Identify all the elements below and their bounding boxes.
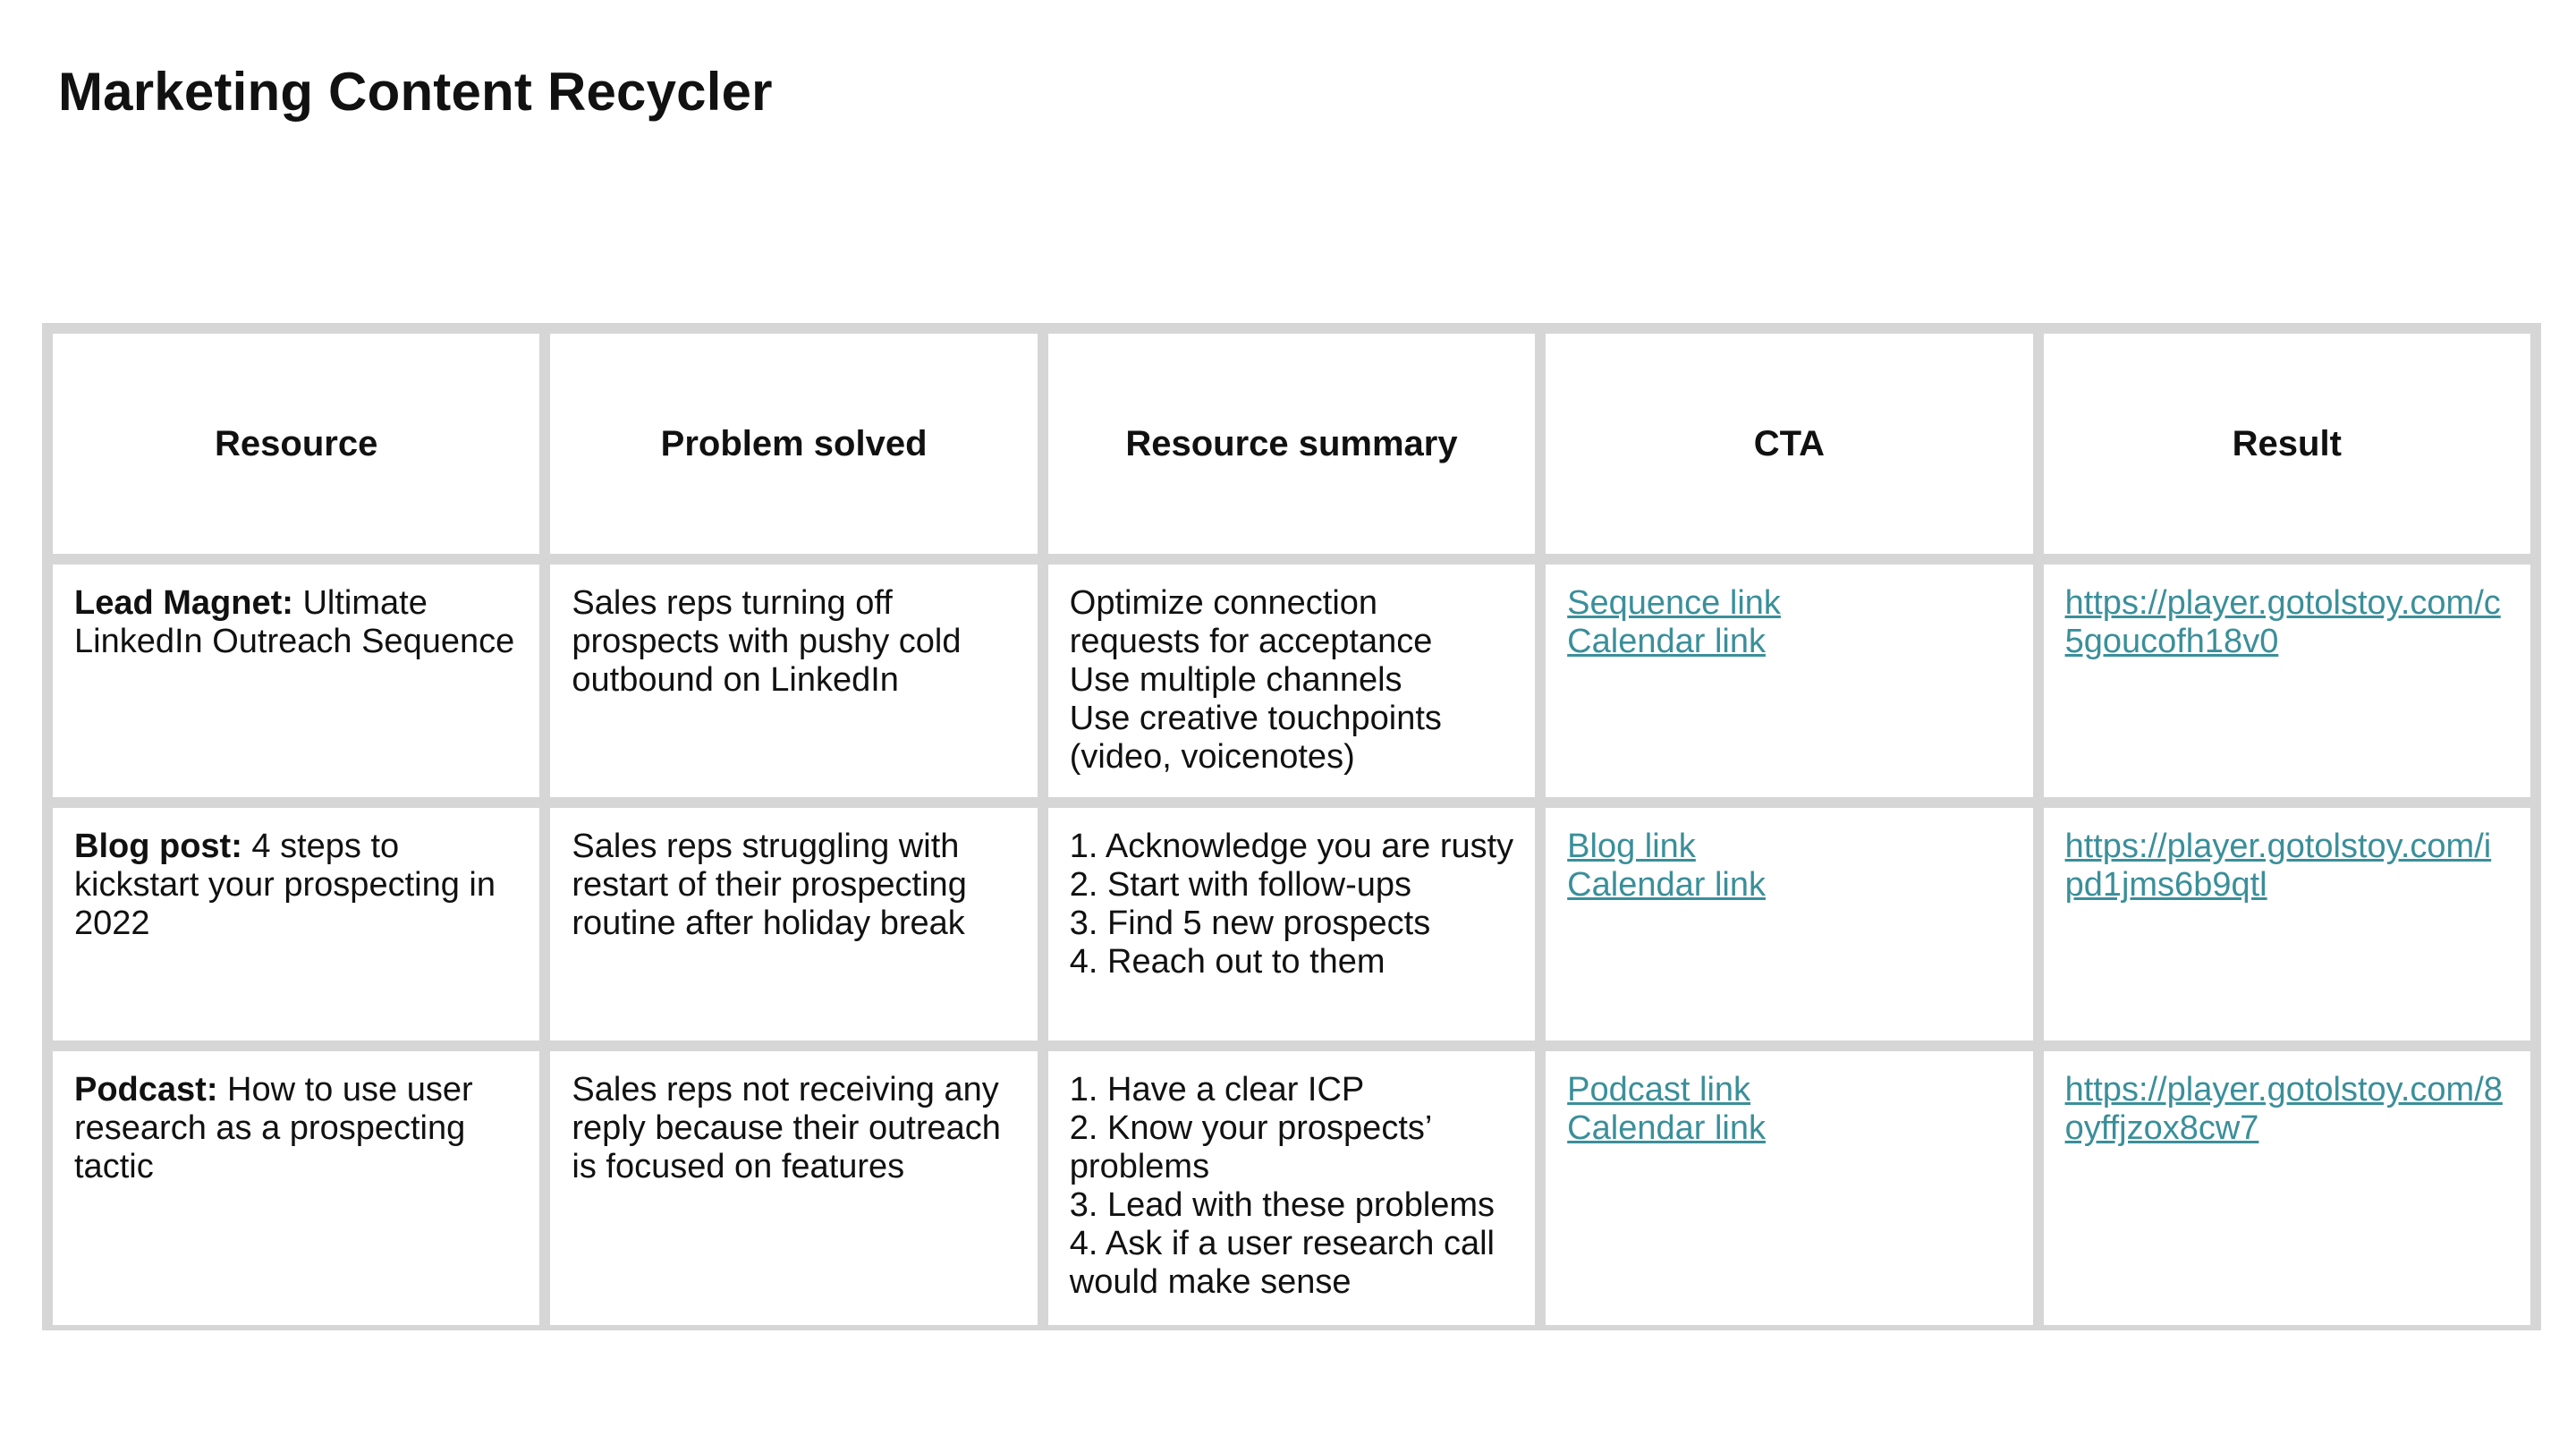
- summary-line: Optimize connection requests for acceptance: [1069, 584, 1433, 660]
- result-cell: [2044, 565, 2530, 797]
- page-title: Marketing Content Recycler: [58, 62, 773, 122]
- resource-name: Ultimate LinkedIn Outreach Sequence: [74, 584, 515, 660]
- result-video-link[interactable]: https://player.gotolstoy.com/8oyffjzox8cw7: [2064, 1071, 2503, 1147]
- summary-line: 3. Lead with these problems: [1069, 1186, 1496, 1224]
- content-table: [42, 323, 2541, 1330]
- summary-cell: [1048, 1051, 1535, 1325]
- resource-cell: [53, 565, 539, 797]
- summary-line: 2. Start with follow-ups: [1069, 866, 1412, 904]
- summary-line: Use creative touchpoints (video, voicenotes): [1069, 700, 1442, 776]
- summary-line: 1. Acknowledge you are rusty: [1069, 828, 1514, 865]
- summary-cell: [1048, 808, 1535, 1041]
- resource-name: How to use user research as a prospecting tactic: [74, 1071, 473, 1185]
- summary-line: 4. Ask if a user research call would make sense: [1069, 1225, 1495, 1301]
- problem-cell: [550, 1051, 1037, 1325]
- podcast-link[interactable]: Podcast link: [1567, 1071, 1751, 1108]
- resource-cell: [53, 1051, 539, 1325]
- summary-cell: [1048, 565, 1535, 797]
- problem-text: Sales reps struggling with restart of their prospecting routine after holiday break: [572, 828, 967, 942]
- column-header-resource: Resource: [53, 334, 539, 554]
- table-row: [53, 808, 2530, 1041]
- resource-type: Lead Magnet:: [74, 584, 293, 622]
- column-header-result: Result: [2044, 334, 2530, 554]
- calendar-link[interactable]: Calendar link: [1567, 1109, 1766, 1147]
- resource-type: Blog post:: [74, 828, 242, 865]
- result-cell: [2044, 1051, 2530, 1325]
- column-header-resource-summary: Resource summary: [1048, 334, 1535, 554]
- summary-line: 1. Have a clear ICP: [1069, 1071, 1365, 1108]
- resource-cell: [53, 808, 539, 1041]
- table-row: [53, 1051, 2530, 1325]
- blog-link[interactable]: Blog link: [1567, 828, 1696, 865]
- cta-cell: [1546, 565, 2032, 797]
- problem-text: Sales reps turning off prospects with pushy cold outbound on LinkedIn: [572, 584, 962, 699]
- summary-line: 2. Know your prospects’ problems: [1069, 1109, 1431, 1185]
- column-header-cta: CTA: [1546, 334, 2032, 554]
- calendar-link[interactable]: Calendar link: [1567, 623, 1766, 660]
- problem-cell: [550, 565, 1037, 797]
- cta-cell: [1546, 1051, 2032, 1325]
- table-row: [53, 565, 2530, 797]
- resource-name: 4 steps to kickstart your prospecting in 2022: [74, 828, 496, 942]
- column-header-problem-solved: Problem solved: [550, 334, 1037, 554]
- summary-line: 4. Reach out to them: [1069, 943, 1385, 981]
- calendar-link[interactable]: Calendar link: [1567, 866, 1766, 904]
- summary-line: 3. Find 5 new prospects: [1069, 905, 1431, 942]
- cta-cell: [1546, 808, 2032, 1041]
- table-header-row: [53, 334, 2530, 554]
- problem-text: Sales reps not receiving any reply because their outreach is focused on features: [572, 1071, 1001, 1185]
- result-video-link[interactable]: https://player.gotolstoy.com/c5goucofh18v0: [2064, 584, 2501, 660]
- result-video-link[interactable]: https://player.gotolstoy.com/ipd1jms6b9qtl: [2064, 828, 2492, 904]
- problem-cell: [550, 808, 1037, 1041]
- result-cell: [2044, 808, 2530, 1041]
- summary-line: Use multiple channels: [1069, 661, 1402, 699]
- sequence-link[interactable]: Sequence link: [1567, 584, 1781, 622]
- resource-type: Podcast:: [74, 1071, 218, 1108]
